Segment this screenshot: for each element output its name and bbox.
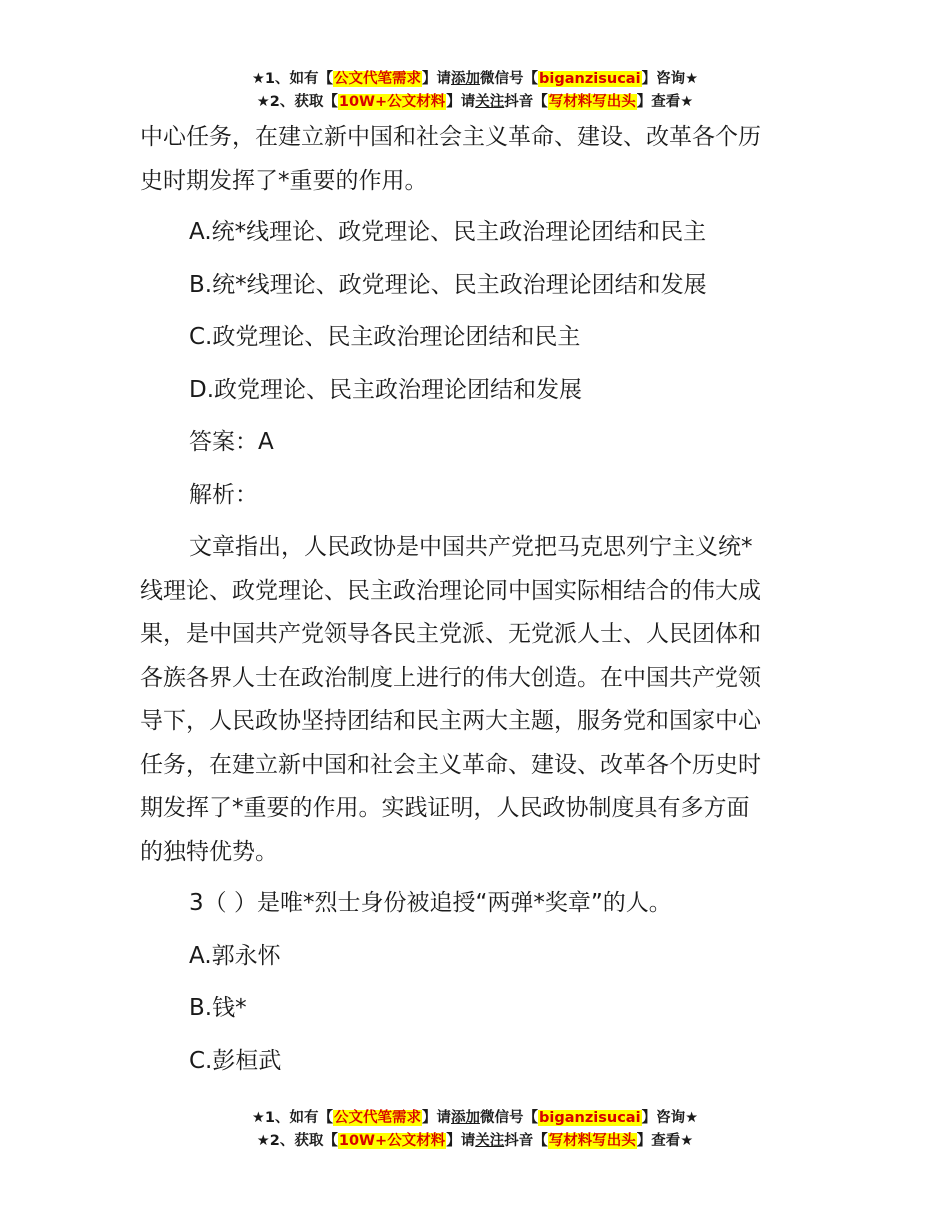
banner-link[interactable]: 关注 xyxy=(475,1133,505,1149)
analysis-label: 解析： xyxy=(189,481,258,508)
answer-line: 答案：A xyxy=(189,429,274,455)
banner-link[interactable]: 添加 xyxy=(451,1110,481,1126)
banner-text: 抖音【 xyxy=(504,1133,548,1149)
banner-text: 抖音【 xyxy=(504,94,548,110)
banner-line-1 xyxy=(0,68,950,91)
highlight-tag: 10W+公文材料 xyxy=(338,1133,446,1149)
douyin-account: 写材料写出头 xyxy=(548,94,636,110)
analysis-line: 各族各界人士在政治制度上进行的伟大创造。在中国共产党领 xyxy=(140,664,761,691)
analysis-paragraph xyxy=(140,526,820,874)
banner-text: ★1、如有【 xyxy=(251,71,334,87)
banner-text: ★2、获取【 xyxy=(256,94,338,110)
banner-line-2 xyxy=(0,91,950,114)
highlight-tag: 10W+公文材料 xyxy=(338,94,446,110)
option-b: B.统*线理论、政党理论、民主政治理论团结和发展 xyxy=(189,271,707,298)
banner-text: 】请 xyxy=(422,1110,452,1126)
option-a: A.统*线理论、政党理论、民主政治理论团结和民主 xyxy=(189,219,707,245)
continuation-line: 史时期发挥了*重要的作用。 xyxy=(140,167,428,194)
banner-text: 】咨询★ xyxy=(641,1110,699,1126)
banner-text: 】请 xyxy=(446,94,476,110)
banner-line-2 xyxy=(0,1130,950,1153)
highlight-tag: 公文代笔需求 xyxy=(334,1110,422,1126)
q3-option-c: C.彭桓武 xyxy=(189,1047,282,1074)
analysis-line: 导下，人民政协坚持团结和民主两大主题，服务党和国家中心 xyxy=(140,708,761,734)
continuation-line: 中心任务，在建立新中国和社会主义革命、建设、改革各个历 xyxy=(140,124,761,150)
analysis-line: 期发挥了*重要的作用。实践证明，人民政协制度具有多方面 xyxy=(140,795,750,821)
analysis-line: 果，是中国共产党领导各民主党派、无党派人士、人民团体和 xyxy=(140,621,761,647)
option-d: D.政党理论、民主政治理论团结和发展 xyxy=(189,376,583,403)
banner-link[interactable]: 关注 xyxy=(475,94,505,110)
banner-text: 】查看★ xyxy=(636,94,694,110)
wechat-id: biganzisucai xyxy=(539,71,641,87)
option-c: C.政党理论、民主政治理论团结和民主 xyxy=(189,324,581,350)
q3-option-a: A.郭永怀 xyxy=(189,942,281,969)
analysis-line: 线理论、政党理论、民主政治理论同中国实际相结合的伟大成 xyxy=(140,577,761,604)
banner-line-1 xyxy=(0,1107,950,1130)
question-3: 3（ ）是唯*烈士身份被追授“两弹*奖章”的人。 xyxy=(189,890,672,916)
douyin-account: 写材料写出头 xyxy=(548,1133,636,1149)
banner-text: 微信号【 xyxy=(480,1110,539,1126)
footer-banner xyxy=(0,1107,950,1153)
analysis-line: 任务，在建立新中国和社会主义革命、建设、改革各个历史时 xyxy=(140,751,761,778)
banner-text: ★1、如有【 xyxy=(251,1110,334,1126)
banner-text: 微信号【 xyxy=(480,71,539,87)
analysis-line: 的独特优势。 xyxy=(140,838,278,865)
header-banner xyxy=(0,68,950,114)
banner-text: 】咨询★ xyxy=(641,71,699,87)
banner-text: ★2、获取【 xyxy=(256,1133,338,1149)
banner-text: 】查看★ xyxy=(636,1133,694,1149)
analysis-line: 文章指出，人民政协是中国共产党把马克思列宁主义统* xyxy=(189,534,753,560)
banner-text: 】请 xyxy=(446,1133,476,1149)
banner-link[interactable]: 添加 xyxy=(451,71,481,87)
document-body xyxy=(140,116,820,1083)
banner-text: 】请 xyxy=(422,71,452,87)
highlight-tag: 公文代笔需求 xyxy=(334,71,422,87)
wechat-id: biganzisucai xyxy=(539,1110,641,1126)
q3-option-b: B.钱* xyxy=(189,995,247,1021)
